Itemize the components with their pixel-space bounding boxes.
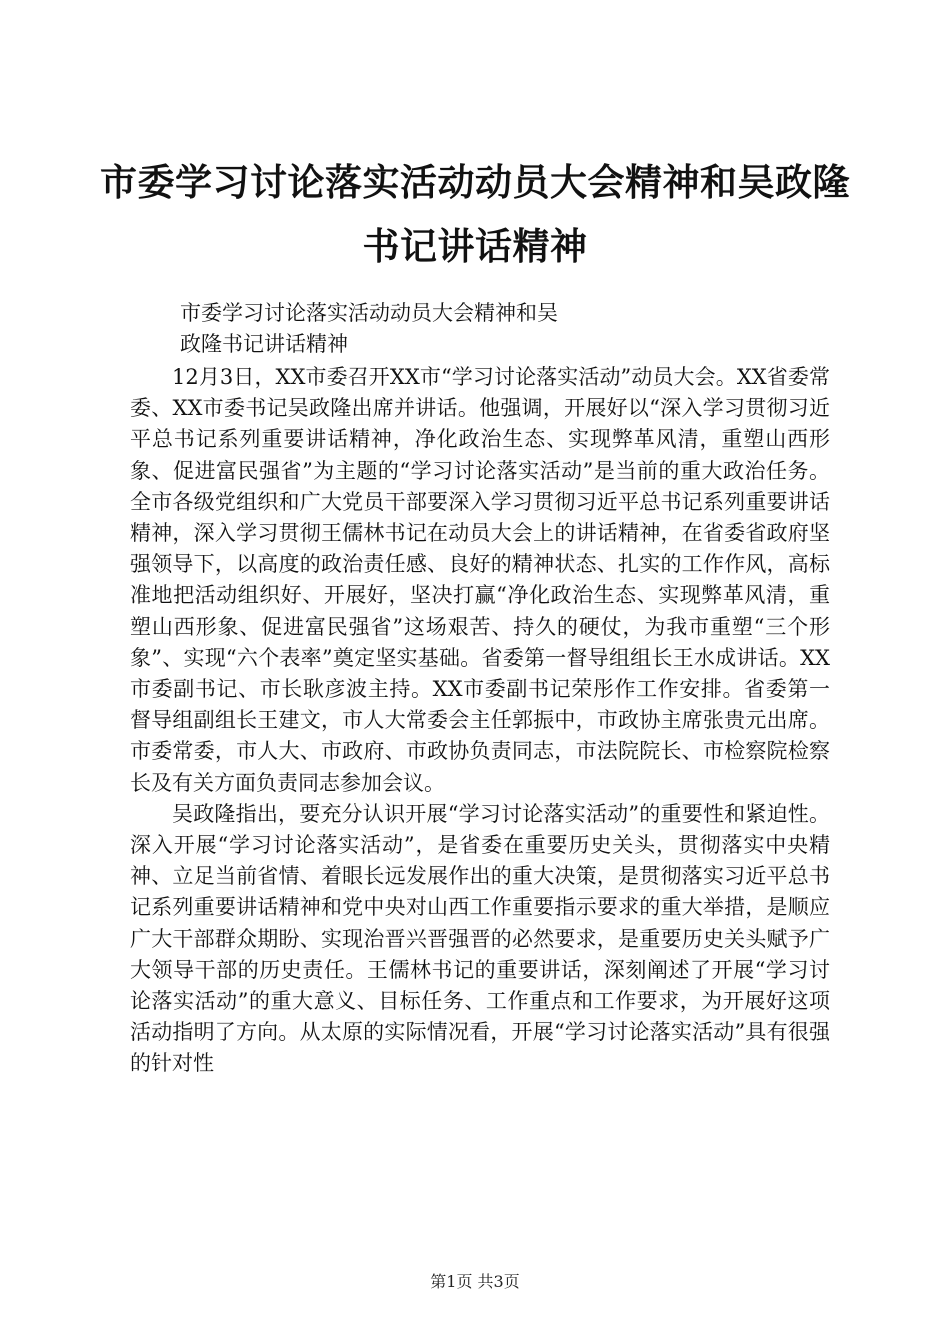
document-body	[130, 362, 830, 1080]
body-paragraph-2: 吴政隆指出，要充分认识开展“学习讨论落实活动”的重要性和紧迫性。深入开展“学习讨论落实活动”，是省委在重要历史关头，贯彻落实中央精神、立足当前省情、着眼长远发展作出的重大决策，是贯彻落实习近平总书记系列重要讲话精神和党中央对山西工作重要指示要求的重大举措，是顺应广大干部群众期盼、实现治晋兴晋强晋的必然要求，是重要历史关头赋予广大领导干部的历史责任。王儒林书记的重要讲话，深刻阐述了开展“学习讨论落实活动”的重大意义、目标任务、工作重点和工作要求，为开展好这项活动指明了方向。从太原的实际情况看，开展“学习讨论落实活动”具有很强的针对性	[130, 801, 830, 1076]
document-subtitle-line-1: 市委学习讨论落实活动动员大会精神和吴	[180, 301, 558, 325]
document-title-line-2: 书记讲话精神	[362, 224, 588, 268]
body-paragraph-1: 12月3日，XX市委召开XX市“学习讨论落实活动”动员大会。XX省委常委、XX市委书记吴政隆出席并讲话。他强调，开展好以“深入学习贯彻习近平总书记系列重要讲话精神，净化政治生态、实现弊革风清，重塑山西形象、促进富民强省”为主题的“学习讨论落实活动”是当前的重大政治任务。全市各级党组织和广大党员干部要深入学习贯彻习近平总书记系列重要讲话精神，深入学习贯彻王儒林书记在动员大会上的讲话精神，在省委省政府坚强领导下，以高度的政治责任感、良好的精神状态、扎实的工作作风，高标准地把活动组织好、开展好，坚决打赢“净化政治生态、实现弊革风清，重塑山西形象、促进富民强省”这场艰苦、持久的硬仗，为我市重塑“三个形象”、实现“六个表率”奠定坚实基础。省委第一督导组组长王水成讲话。XX市委副书记、市长耿彦波主持。XX市委副书记荣彤作工作安排。省委第一督导组副组长王建文，市人大常委会主任郭振中，市政协主席张贵元出席。市委常委，市人大、市政府、市政协负责同志，市法院院长、市检察院检察长及有关方面负责同志参加会议。	[130, 365, 830, 795]
page-footer: 第1页 共3页	[430, 1272, 520, 1291]
document-subtitle-line-2: 政隆书记讲话精神	[180, 332, 348, 356]
document-title-line-1: 市委学习讨论落实活动动员大会精神和吴政隆	[100, 160, 850, 204]
